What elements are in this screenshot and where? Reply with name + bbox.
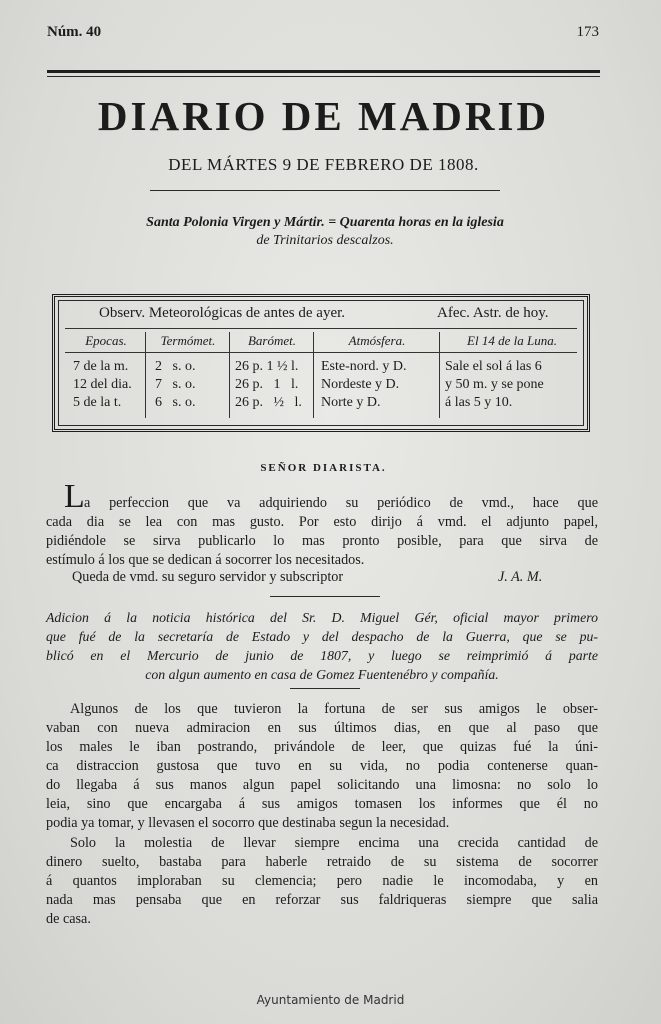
adicion-line: que fué de la secretaría de Estado y del despacho de la Guerra, que se pu- [46, 629, 598, 644]
letter-closing: Queda de vmd. su seguro servidor y subscriptor [72, 569, 344, 585]
body-line: vaban con nueva admiracion en sus últimos dias, en que al paso que [46, 720, 598, 736]
letter-body [46, 494, 598, 570]
saint-line-2: de Trinitarios descalzos. [256, 233, 394, 248]
letter-dropcap: L [64, 478, 85, 515]
row2-termo: 7 s. o. [155, 377, 196, 392]
weather-header-rule [65, 328, 577, 329]
archive-credit: Ayuntamiento de Madrid [256, 993, 405, 1007]
top-rule-thin [47, 76, 600, 77]
body-line: dinero suelto, bastaba para haberle retraido de su sistema de socorrer [46, 854, 598, 870]
body-line: los males le iban postrando, privándole de leer, que quizas fué la úni- [46, 739, 598, 755]
body-line: do llegaba á sus manos algun papel solicitando una limosna: no solo lo [46, 777, 598, 793]
weather-section-right: Afec. Astr. de hoy. [437, 305, 549, 321]
weather-table [52, 294, 590, 432]
row1-atmos: Este-nord. y D. [321, 359, 407, 374]
letter-line: pidiéndole se sirva publicarlo lo mas pronto posible, para que sirva de [46, 533, 598, 549]
row2-baro: 26 p. 1 l. [235, 377, 299, 392]
weather-col-rule [65, 352, 577, 353]
saint-of-day [50, 214, 600, 250]
row3-termo: 6 s. o. [155, 395, 196, 410]
col-divider-2 [229, 332, 230, 418]
masthead-title: DIARIO DE MADRID [97, 93, 550, 139]
letter-initials: J. A. M. [498, 569, 543, 585]
masthead-date: DEL MÁRTES 9 DE FEBRERO DE 1808. [168, 155, 479, 174]
col-luna: El 14 de la Luna. [467, 333, 557, 348]
col-divider-1 [145, 332, 146, 418]
row1-termo: 2 s. o. [155, 359, 196, 374]
astro-line-3: á las 5 y 10. [445, 395, 513, 410]
row3-epoca: 5 de la t. [73, 395, 122, 410]
adicion-line: Adicion á la noticia histórica del Sr. D. Miguel Gér, oficial mayor primero [46, 610, 598, 625]
body-line: podia ya tomar, y llevasen el socorro que destinaba segun la necesidad. [46, 815, 450, 831]
section-divider-2 [290, 688, 360, 689]
col-barometro: Barómet. [247, 333, 297, 348]
body-line: á quantos imploraban su clemencia; pero nadie le incomodaba, y en [46, 873, 598, 889]
body-line: nada mas pensaba que en reforzar sus faldriqueras siempre que salia [46, 892, 598, 908]
letter-line: cada dia se lea con mas gusto. Por esto dirijo á vmd. el adjunto papel, [46, 514, 598, 530]
col-divider-3 [313, 332, 314, 418]
col-epocas: Epocas. [85, 333, 127, 348]
adicion-line: con algun aumento en casa de Gomez Fuentenébro y compañía. [145, 667, 499, 682]
top-rule [47, 70, 600, 73]
row1-epoca: 7 de la m. [73, 359, 129, 374]
body-paragraph-2 [46, 834, 598, 929]
astro-line-1: Sale el sol á las 6 [445, 359, 542, 374]
body-line: de casa. [46, 911, 91, 927]
row3-baro: 26 p. ½ l. [235, 395, 302, 410]
col-divider-4 [439, 332, 440, 418]
section-divider [270, 596, 380, 597]
letter-line: estímulo á los que se dedican á socorrer los necesitados. [46, 552, 365, 568]
adicion-line: blicó en el Mercurio de junio de 1807, y luego se reimprimió á parte [46, 648, 598, 663]
body-line: ca distraccion gustosa que tuvo en su vida, no podia contenerse quan- [46, 758, 598, 774]
body-line: Solo la molestia de llevar siempre encima una crecida cantidad de [70, 835, 598, 851]
issue-number: Núm. 40 [47, 24, 102, 40]
letter-greeting: SEÑOR DIARISTA. [260, 462, 387, 474]
body-line: leia, sino que encargaba á sus amigos tomasen los informes que él no [46, 796, 598, 812]
body-paragraph-1 [46, 700, 598, 833]
row1-baro: 26 p. 1 ½ l. [235, 359, 299, 374]
row3-atmos: Norte y D. [321, 395, 381, 410]
col-termometro: Termómet. [160, 333, 216, 348]
row2-atmos: Nordeste y D. [321, 377, 400, 392]
weather-section-left: Observ. Meteorológicas de antes de ayer. [99, 305, 346, 321]
saint-line-1: Santa Polonia Virgen y Mártir. = Quarenta horas en la iglesia [146, 215, 504, 230]
astro-line-2: y 50 m. y se pone [445, 377, 544, 392]
body-line: Algunos de los que tuvieron la fortuna de ser sus amigos le obser- [70, 701, 598, 717]
page-number: 173 [576, 24, 599, 40]
letter-line: a perfeccion que va adquiriendo su periódico de vmd., hace que [84, 495, 598, 511]
date-rule [150, 190, 500, 191]
row2-epoca: 12 del dia. [73, 377, 132, 392]
adicion-heading [46, 608, 598, 684]
col-atmosfera: Atmósfera. [348, 333, 406, 348]
